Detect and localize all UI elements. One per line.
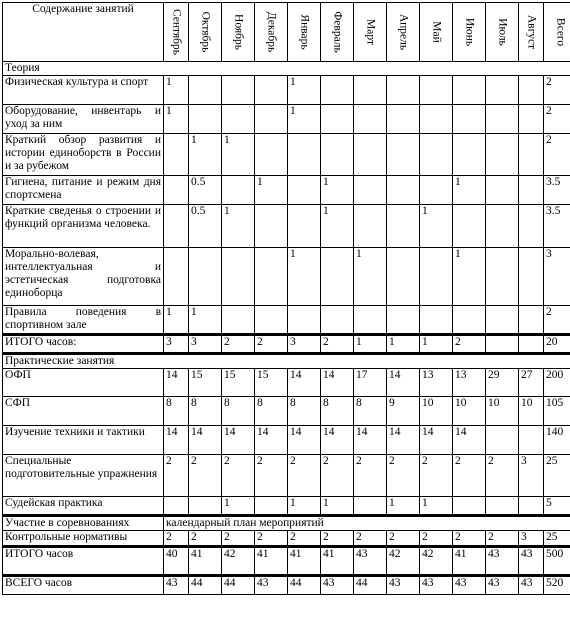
month-value-cell: 14 (164, 369, 189, 397)
month-value-cell: 14 (321, 426, 354, 455)
month-header (189, 3, 222, 62)
month-value-cell (321, 134, 354, 176)
month-value-cell (486, 76, 519, 105)
month-value-cell (387, 134, 420, 176)
month-value-cell: 1 (321, 176, 354, 205)
month-value-cell: 14 (387, 369, 420, 397)
month-value-cell: 1 (387, 335, 420, 354)
month-value-cell (387, 176, 420, 205)
month-header-label: Февраль (331, 11, 344, 53)
row-label: ВСЕГО часов (3, 576, 164, 595)
month-value-cell: 43 (519, 547, 544, 576)
month-value-cell (321, 105, 354, 134)
month-value-cell: 43 (486, 576, 519, 595)
month-value-cell (354, 105, 387, 134)
month-value-cell: 44 (189, 576, 222, 595)
month-value-cell: 14 (321, 369, 354, 397)
month-value-cell (255, 248, 288, 306)
month-value-cell (354, 497, 387, 516)
month-value-cell: 8 (189, 397, 222, 426)
month-value-cell (354, 76, 387, 105)
row-label: Краткие сведенья о строении и функций организма человека. (3, 205, 164, 248)
theory-row (3, 105, 570, 134)
total-cell: 2 (544, 76, 570, 105)
month-value-cell (222, 306, 255, 335)
month-value-cell: 14 (288, 426, 321, 455)
row-label: Гигиена, питание и режим дня спортсмена (3, 176, 164, 205)
month-value-cell: 2 (453, 335, 486, 354)
month-value-cell (420, 134, 453, 176)
theory-row (3, 176, 570, 205)
month-value-cell (222, 76, 255, 105)
month-value-cell: 1 (164, 105, 189, 134)
total-cell: 25 (544, 531, 570, 547)
theory-section-row (3, 62, 570, 76)
row-label: СФП (3, 397, 164, 426)
month-value-cell (255, 76, 288, 105)
month-value-cell: 2 (453, 531, 486, 547)
month-value-cell (453, 105, 486, 134)
total-cell: 5 (544, 497, 570, 516)
month-value-cell: 14 (222, 426, 255, 455)
month-header (486, 3, 519, 62)
month-value-cell (321, 248, 354, 306)
month-value-cell (189, 76, 222, 105)
row-label: Изучение техники и тактики (3, 426, 164, 455)
practice-row (3, 455, 570, 497)
month-value-cell: 2 (189, 455, 222, 497)
month-value-cell: 29 (486, 369, 519, 397)
theory-row (3, 205, 570, 248)
month-value-cell: 3 (164, 335, 189, 354)
month-value-cell: 3 (519, 455, 544, 497)
month-value-cell (222, 176, 255, 205)
month-value-cell (453, 134, 486, 176)
month-value-cell: 2 (387, 455, 420, 497)
month-value-cell: 14 (164, 426, 189, 455)
month-value-cell: 41 (255, 547, 288, 576)
month-header-label: Июнь (463, 17, 476, 47)
month-value-cell: 1 (189, 306, 222, 335)
month-value-cell: 2 (354, 455, 387, 497)
month-value-cell: 15 (189, 369, 222, 397)
month-value-cell: 2 (222, 531, 255, 547)
month-value-cell: 2 (321, 531, 354, 547)
month-value-cell: 1 (288, 248, 321, 306)
month-value-cell: 14 (189, 426, 222, 455)
month-value-cell: 2 (321, 455, 354, 497)
month-value-cell: 2 (255, 455, 288, 497)
month-value-cell: 43 (354, 547, 387, 576)
month-header-label: Октябрь (199, 11, 212, 53)
month-value-cell (387, 105, 420, 134)
month-value-cell: 8 (164, 397, 189, 426)
month-value-cell: 13 (420, 369, 453, 397)
month-value-cell: 17 (354, 369, 387, 397)
month-header-label: Май (430, 21, 443, 43)
month-value-cell (255, 306, 288, 335)
month-value-cell: 14 (420, 426, 453, 455)
theory-row (3, 306, 570, 335)
month-value-cell: 2 (420, 531, 453, 547)
month-value-cell: 10 (519, 397, 544, 426)
row-label: Контрольные нормативы (3, 531, 164, 547)
month-header (255, 3, 288, 62)
row-label: Оборудование, инвентарь и уход за ним (3, 105, 164, 134)
month-value-cell: 43 (164, 576, 189, 595)
month-value-cell: 2 (288, 455, 321, 497)
month-value-cell (420, 176, 453, 205)
month-header (544, 3, 570, 62)
month-value-cell (420, 76, 453, 105)
month-header (387, 3, 420, 62)
month-value-cell (321, 76, 354, 105)
month-value-cell (519, 497, 544, 516)
month-value-cell (222, 248, 255, 306)
month-value-cell: 1 (321, 205, 354, 248)
month-value-cell: 43 (486, 547, 519, 576)
month-value-cell: 10 (486, 397, 519, 426)
month-value-cell: 41 (189, 547, 222, 576)
month-value-cell (486, 105, 519, 134)
month-value-cell: 1 (420, 497, 453, 516)
month-value-cell (519, 76, 544, 105)
month-header (222, 3, 255, 62)
month-header-label: Декабрь (265, 11, 278, 53)
practice-total-row (3, 547, 570, 576)
month-value-cell: 2 (222, 335, 255, 354)
month-value-cell (321, 306, 354, 335)
month-value-cell (486, 176, 519, 205)
month-value-cell: 42 (387, 547, 420, 576)
month-value-cell: 1 (453, 176, 486, 205)
month-value-cell (519, 248, 544, 306)
month-value-cell (486, 335, 519, 354)
month-value-cell (486, 306, 519, 335)
practice-row (3, 497, 570, 516)
month-value-cell (288, 306, 321, 335)
month-value-cell: 0.5 (189, 176, 222, 205)
month-value-cell: 43 (519, 576, 544, 595)
month-value-cell: 1 (222, 205, 255, 248)
month-value-cell: 8 (288, 397, 321, 426)
month-value-cell: 2 (420, 455, 453, 497)
month-value-cell (255, 205, 288, 248)
month-value-cell: 1 (255, 176, 288, 205)
month-value-cell (453, 306, 486, 335)
month-value-cell: 43 (255, 576, 288, 595)
month-value-cell: 10 (420, 397, 453, 426)
row-label: Специальные подготовительные упражнения (3, 455, 164, 497)
month-value-cell (189, 248, 222, 306)
total-cell: 2 (544, 134, 570, 176)
month-value-cell: 43 (420, 576, 453, 595)
section-title: Теория (3, 62, 570, 76)
month-value-cell: 14 (387, 426, 420, 455)
month-value-cell (354, 306, 387, 335)
month-value-cell: 2 (321, 335, 354, 354)
total-cell: 140 (544, 426, 570, 455)
month-value-cell (189, 497, 222, 516)
theory-row (3, 76, 570, 105)
month-value-cell: 8 (222, 397, 255, 426)
month-value-cell (164, 248, 189, 306)
theory-total-row (3, 335, 570, 354)
month-value-cell (387, 76, 420, 105)
month-value-cell: 1 (288, 105, 321, 134)
month-value-cell: 2 (354, 531, 387, 547)
month-value-cell: 1 (288, 497, 321, 516)
month-value-cell (164, 134, 189, 176)
month-value-cell (255, 497, 288, 516)
month-value-cell (255, 134, 288, 176)
month-value-cell (519, 176, 544, 205)
month-value-cell: 1 (164, 306, 189, 335)
month-value-cell (486, 426, 519, 455)
month-header-label: Всего (554, 17, 567, 47)
month-value-cell: 8 (255, 397, 288, 426)
practice-section-row (3, 354, 570, 369)
month-value-cell: 1 (321, 497, 354, 516)
month-value-cell (453, 497, 486, 516)
month-value-cell: 15 (222, 369, 255, 397)
month-value-cell (519, 134, 544, 176)
month-value-cell: 1 (354, 335, 387, 354)
month-header-label: Март (364, 19, 377, 45)
total-cell: 200 (544, 369, 570, 397)
month-value-cell: 15 (255, 369, 288, 397)
month-value-cell (222, 105, 255, 134)
month-value-cell: 43 (321, 576, 354, 595)
month-value-cell (486, 134, 519, 176)
theory-row (3, 134, 570, 176)
month-value-cell: 2 (164, 531, 189, 547)
month-header-label: Апрель (397, 13, 410, 51)
total-cell: 500 (544, 547, 570, 576)
total-cell: 3.5 (544, 205, 570, 248)
month-value-cell: 1 (222, 134, 255, 176)
total-cell: 520 (544, 576, 570, 595)
month-value-cell: 2 (288, 531, 321, 547)
month-value-cell: 1 (222, 497, 255, 516)
month-header (321, 3, 354, 62)
competitions-note: календарный план мероприятий (164, 516, 570, 531)
month-header (519, 3, 544, 62)
total-cell: 2 (544, 306, 570, 335)
practice-row (3, 426, 570, 455)
section-title: Практические занятия (3, 354, 570, 369)
month-value-cell: 3 (288, 335, 321, 354)
month-value-cell: 2 (164, 455, 189, 497)
month-value-cell (453, 76, 486, 105)
month-value-cell: 41 (321, 547, 354, 576)
month-value-cell (420, 248, 453, 306)
month-value-cell: 43 (453, 576, 486, 595)
month-value-cell (164, 497, 189, 516)
month-value-cell: 1 (387, 497, 420, 516)
month-value-cell: 9 (387, 397, 420, 426)
month-value-cell: 2 (387, 531, 420, 547)
row-label: ИТОГО часов (3, 547, 164, 576)
month-value-cell (354, 205, 387, 248)
table-body (3, 62, 570, 595)
month-header (453, 3, 486, 62)
month-value-cell: 14 (255, 426, 288, 455)
month-value-cell: 41 (453, 547, 486, 576)
month-value-cell: 0.5 (189, 205, 222, 248)
month-value-cell (387, 205, 420, 248)
month-value-cell: 8 (321, 397, 354, 426)
month-value-cell (189, 105, 222, 134)
month-value-cell: 1 (189, 134, 222, 176)
month-value-cell (288, 205, 321, 248)
month-value-cell (255, 105, 288, 134)
row-label: Правила поведения в спортивном зале (3, 306, 164, 335)
month-header-label: Август (525, 14, 538, 50)
month-value-cell (354, 176, 387, 205)
month-value-cell: 10 (453, 397, 486, 426)
competitions-row (3, 516, 570, 531)
month-value-cell: 43 (387, 576, 420, 595)
month-value-cell: 3 (519, 531, 544, 547)
month-value-cell (288, 134, 321, 176)
theory-row (3, 248, 570, 306)
month-value-cell (486, 497, 519, 516)
month-value-cell: 1 (354, 248, 387, 306)
month-value-cell (288, 176, 321, 205)
total-cell: 3 (544, 248, 570, 306)
month-value-cell: 44 (288, 576, 321, 595)
month-header (288, 3, 321, 62)
month-value-cell: 2 (222, 455, 255, 497)
row-label: Судейская практика (3, 497, 164, 516)
month-value-cell: 1 (420, 335, 453, 354)
month-value-cell: 14 (354, 426, 387, 455)
month-value-cell: 1 (164, 76, 189, 105)
standards-row (3, 531, 570, 547)
month-value-cell (453, 205, 486, 248)
row-label: Участие в соревнованиях (3, 516, 164, 531)
month-value-cell: 1 (288, 76, 321, 105)
month-header (354, 3, 387, 62)
practice-row (3, 369, 570, 397)
month-value-cell (519, 205, 544, 248)
month-header (164, 3, 189, 62)
total-cell: 25 (544, 455, 570, 497)
row-label: ОФП (3, 369, 164, 397)
month-value-cell: 14 (288, 369, 321, 397)
month-value-cell: 44 (354, 576, 387, 595)
month-value-cell: 41 (288, 547, 321, 576)
month-value-cell (387, 248, 420, 306)
month-value-cell: 2 (453, 455, 486, 497)
month-header-label: Июль (496, 18, 509, 46)
topic-column-header: Содержание занятий (3, 3, 164, 62)
month-value-cell: 40 (164, 547, 189, 576)
row-label: Физическая культура и спорт (3, 76, 164, 105)
month-value-cell (164, 205, 189, 248)
month-value-cell (420, 306, 453, 335)
month-value-cell (486, 248, 519, 306)
total-cell: 105 (544, 397, 570, 426)
month-value-cell: 2 (255, 531, 288, 547)
month-header-label: Сентябрь (170, 8, 183, 56)
month-value-cell (519, 335, 544, 354)
month-value-cell: 2 (486, 455, 519, 497)
month-header-label: Ноябрь (232, 14, 245, 50)
practice-row (3, 397, 570, 426)
month-value-cell: 42 (420, 547, 453, 576)
month-header-label: Январь (298, 14, 311, 50)
month-value-cell (387, 306, 420, 335)
month-value-cell: 13 (453, 369, 486, 397)
training-schedule-table (2, 2, 570, 595)
month-value-cell (519, 306, 544, 335)
month-value-cell: 2 (255, 335, 288, 354)
month-value-cell: 44 (222, 576, 255, 595)
month-value-cell (486, 205, 519, 248)
grand-total-row (3, 576, 570, 595)
row-label: Морально-волевая, интеллектуальная и эстетическая подготовка единоборца (3, 248, 164, 306)
month-value-cell: 27 (519, 369, 544, 397)
row-label: ИТОГО часов: (3, 335, 164, 354)
month-value-cell: 1 (420, 205, 453, 248)
month-value-cell: 8 (354, 397, 387, 426)
month-value-cell: 2 (189, 531, 222, 547)
month-value-cell: 3 (189, 335, 222, 354)
header-row (3, 3, 570, 62)
month-value-cell (519, 426, 544, 455)
month-value-cell (354, 134, 387, 176)
month-value-cell (164, 176, 189, 205)
month-value-cell: 42 (222, 547, 255, 576)
total-cell: 20 (544, 335, 570, 354)
month-value-cell: 1 (453, 248, 486, 306)
total-cell: 3.5 (544, 176, 570, 205)
month-value-cell: 2 (486, 531, 519, 547)
row-label: Краткий обзор развития и истории единоборств в России и за рубежом (3, 134, 164, 176)
month-header (420, 3, 453, 62)
month-value-cell (519, 105, 544, 134)
total-cell: 2 (544, 105, 570, 134)
month-value-cell (420, 105, 453, 134)
month-value-cell: 14 (453, 426, 486, 455)
